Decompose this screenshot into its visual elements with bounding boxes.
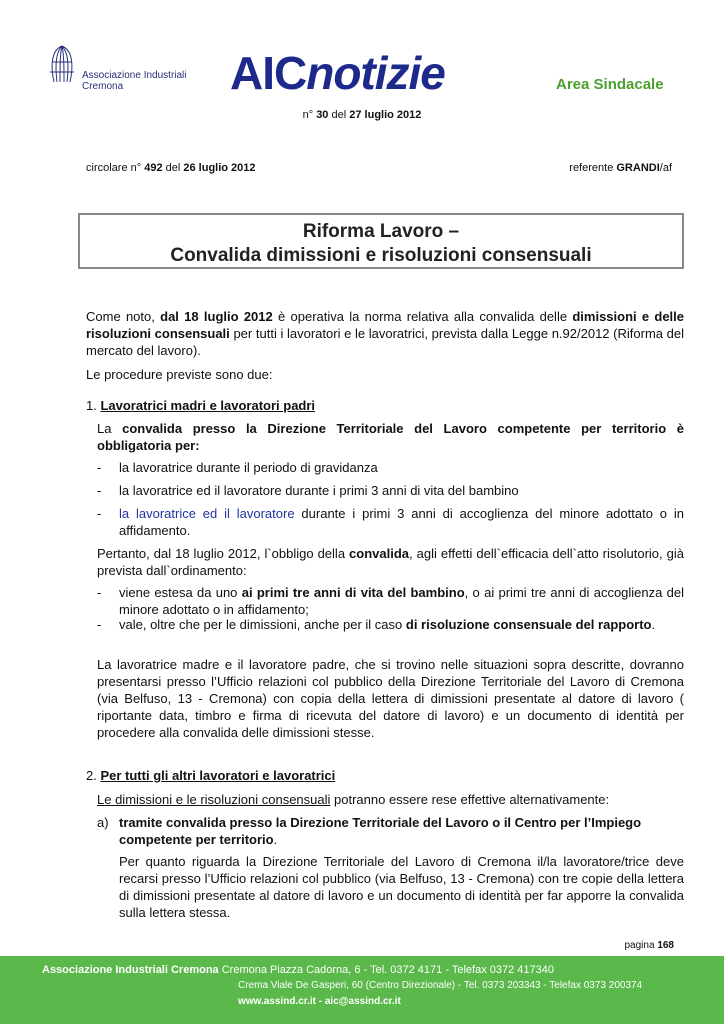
bullet-dash: - [97, 460, 102, 475]
title-box [78, 213, 684, 269]
section2-heading [86, 767, 684, 784]
intro-text-e: per tutti i lavoratori e le lavoratrici, prevista dalla Legge n.92/2012 (Riforma del mercato del lavoro). [86, 326, 685, 358]
footer-address1: Cremona Piazza Cadorna, 6 - Tel. 0372 4171 - Telefax 0372 417340 [221, 964, 554, 976]
referente-line [569, 162, 672, 174]
sub1-b: ai primi tre anni di vita del bambino [241, 585, 465, 600]
intro-text-b: dal 18 luglio 2012 [160, 309, 273, 324]
issue-del: del [331, 109, 347, 121]
bullet-dash: - [97, 506, 102, 521]
sub2-c: . [651, 617, 656, 632]
section1-intro [97, 420, 684, 454]
circolare-del: del [165, 162, 181, 174]
area-label: Area Sindacale [556, 76, 664, 93]
circolare-prefix: circolare n° [86, 162, 142, 174]
section2-number: 2. [86, 768, 101, 783]
bullet-dash: - [97, 617, 102, 632]
intro-text-c: è operativa la norma relativa alla convalida delle [272, 309, 573, 324]
section2-title: Per tutti gli altri lavoratori e lavoratrici [100, 768, 336, 783]
footer-web-email: www.assind.cr.it - aic@assind.cr.it [238, 996, 401, 1007]
list-item [119, 584, 684, 618]
list-item: la lavoratrice ed il lavoratore durante i primi 3 anni di vita del bambino [119, 483, 519, 498]
page-number-value: 168 [657, 940, 674, 951]
section1-p2-a: Pertanto, dal 18 luglio 2012, l`obbligo della [97, 546, 350, 561]
list-item-rest: durante i primi 3 anni di accoglienza del minore adottato o in affidamento. [119, 506, 684, 538]
issue-prefix: n° [302, 109, 314, 121]
section2-item-a-text: tramite convalida presso la Direzione Territoriale del Lavoro o il Centro per l’Impiego competente per territorio [119, 815, 642, 847]
intro-paragraph [86, 308, 684, 359]
section1-intro-b: convalida presso la Direzione Territoriale del Lavoro competente per territorio è obbligatoria per: [97, 421, 684, 453]
referente-suffix: /af [659, 162, 672, 174]
footer-line1 [42, 964, 554, 976]
association-line2: Cremona [82, 81, 124, 92]
issue-number: 30 [316, 109, 329, 121]
section1-number: 1. [86, 398, 101, 413]
footer-org: Associazione Industriali Cremona [42, 964, 219, 976]
brand-notizie: notizie [306, 47, 445, 99]
association-name [82, 70, 187, 92]
circolare-line [86, 162, 256, 174]
intro-text-d: dimissioni e delle risoluzioni consensuali [86, 309, 685, 341]
referente-name: GRANDI [616, 162, 660, 174]
association-line1: Associazione Industriali [82, 70, 187, 81]
section1-heading [86, 397, 684, 414]
brand-logo [230, 48, 445, 98]
section1-paragraph3: La lavoratrice madre e il lavoratore padre, che si trovino nelle situazioni sopra descritte, dovranno presentarsi presso l’Ufficio relazioni col pubblico della Direzione Territoriale del Lavoro di Cremona (via Belfuso, 13 - Cremona) con copia della lettera di dimissioni presentate al datore di lavoro ( riportante data, timbro e firma di ricevuta del datore di lavoro) e un documento di identità per procedere alla convalida delle dimissioni stesse. [97, 657, 684, 740]
issue-date: 27 luglio 2012 [349, 109, 422, 121]
section2-item-a-detail: Per quanto riguarda la Direzione Territoriale del Lavoro di Cremona il/la lavoratore/trice deve recarsi presso l’Ufficio relazioni col pubblico (via Belfuso, 13 - Cremona) con tre copie della lettera di dimissioni presentate al datore di lavoro e un documento di identità per far apporre la convalida sulla lettera stessa. [119, 854, 684, 920]
page-number [625, 940, 675, 951]
section2-intro-a: Le dimissioni e le risoluzioni consensuali [97, 792, 331, 807]
section1-intro-a: La [97, 421, 123, 436]
list-item [119, 505, 684, 539]
section1-p2-c: , agli effetti dell`efficacia dell`atto risolutorio, già prevista dall`ordinamento: [97, 546, 684, 578]
issue-line [0, 109, 724, 121]
bullet-dash: - [97, 483, 102, 498]
section1-title: Lavoratrici madri e lavoratori padri [100, 398, 316, 413]
sub1-c: , o ai primi tre anni di accoglienza del minore adottato o in affidamento; [119, 585, 685, 617]
brand-aic: AIC [230, 47, 307, 99]
page-title-line2: Convalida dimissioni e risoluzioni consensuali [170, 245, 592, 266]
association-logo-icon [44, 42, 80, 86]
section2-item-a [119, 814, 684, 848]
page-label: pagina [624, 940, 655, 951]
page-title-line1: Riforma Lavoro – [302, 221, 460, 242]
list-item: la lavoratrice durante il periodo di gravidanza [119, 460, 378, 475]
intro-text-a: Come noto, [86, 309, 161, 324]
list-item [119, 616, 684, 633]
referente-prefix: referente [569, 162, 614, 174]
list-item-highlight: la lavoratrice ed il lavoratore [119, 506, 295, 521]
section2-intro [97, 791, 684, 808]
item-label-a: a) [97, 815, 109, 830]
procedures-text: Le procedure previste sono due: [86, 367, 273, 382]
section1-paragraph2 [97, 545, 684, 579]
sub2-a: vale, oltre che per le dimissioni, anche per il caso [119, 617, 406, 632]
circolare-number: 492 [144, 162, 163, 174]
section2-item-a-end: . [273, 832, 278, 847]
section1-p2-b: convalida [349, 546, 410, 561]
section2-intro-b: potranno essere rese effettive alternativamente: [330, 792, 610, 807]
footer-line2: Crema Viale De Gasperi, 60 (Centro Direzionale) - Tel. 0373 203343 - Telefax 0373 200374 [238, 980, 643, 991]
sub2-b: di risoluzione consensuale del rapporto [405, 617, 652, 632]
sub1-a: viene estesa da uno [119, 585, 242, 600]
bullet-dash: - [97, 585, 102, 600]
circolare-date: 26 luglio 2012 [183, 162, 256, 174]
